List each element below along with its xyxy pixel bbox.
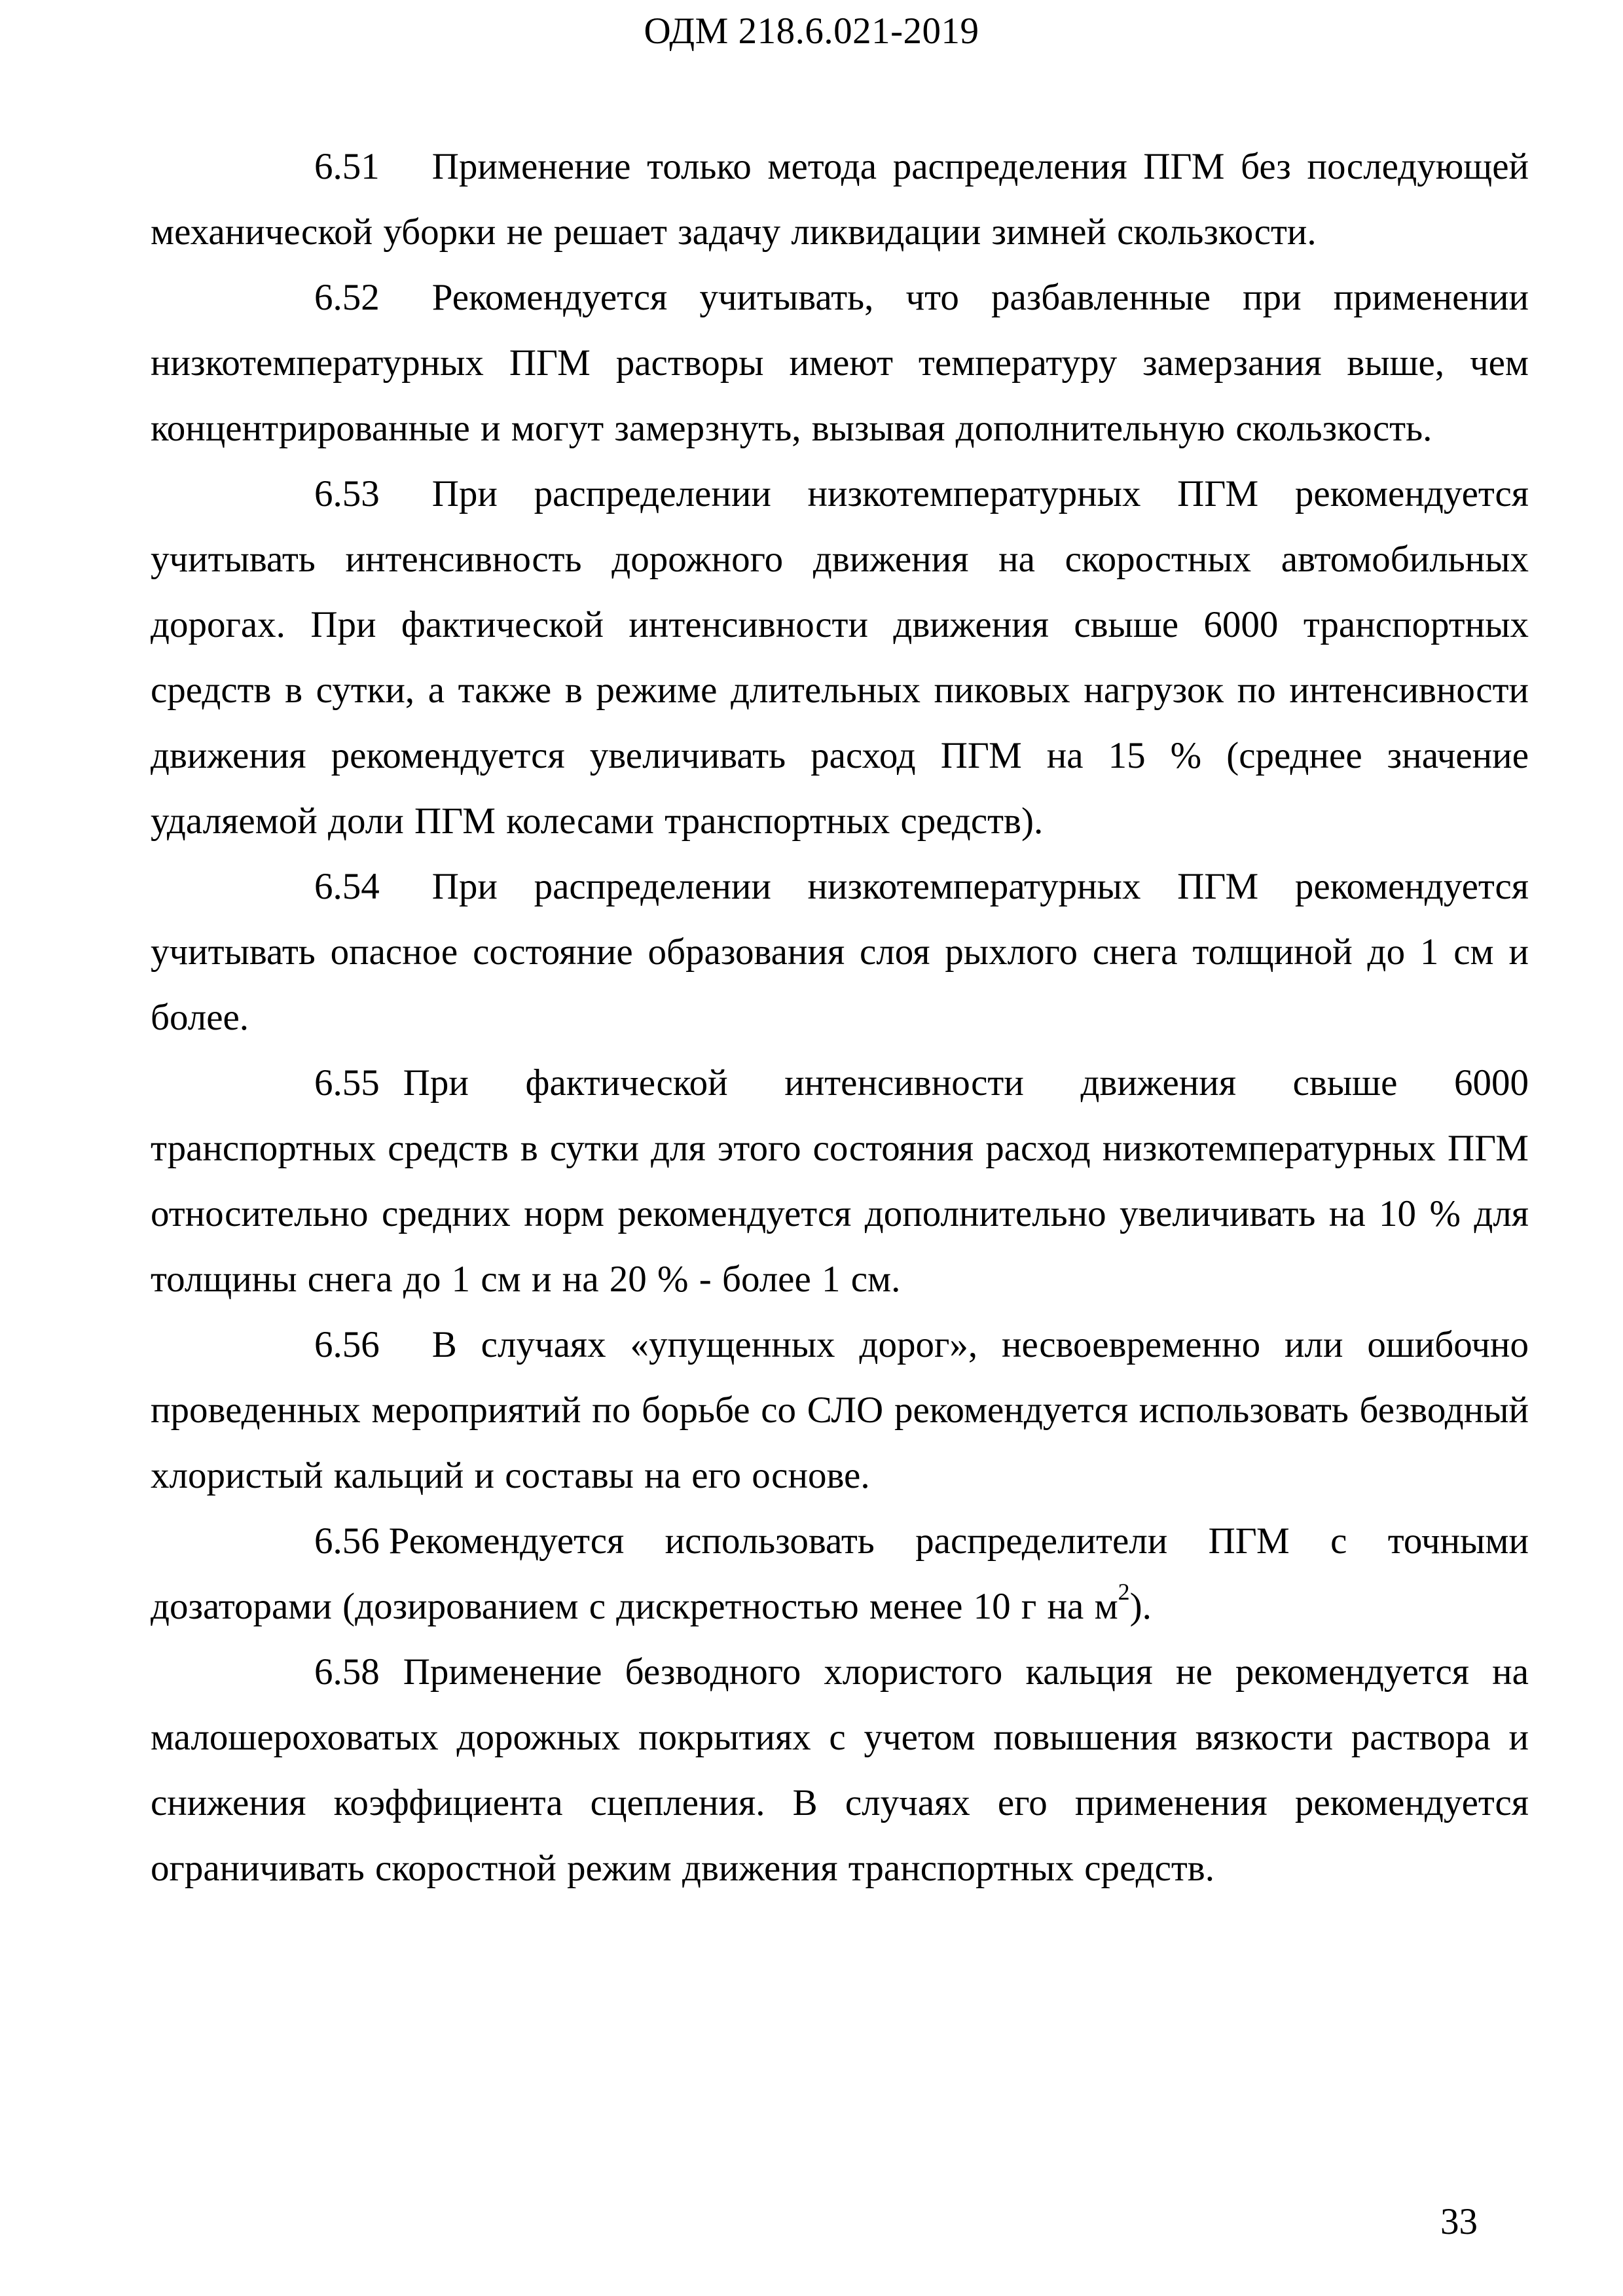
document-body: [151, 134, 1529, 1901]
paragraph-text: Рекомендуется использовать распределители ПГМ с точными дозаторами (дозированием с дискретностью менее 10 г на м: [151, 1520, 1529, 1627]
paragraph-text: При фактической интенсивности движения свыше 6000 транспортных средств в сутки для этого состояния расход низкотемпературных ПГМ относительно средних норм рекомендуется дополнительно увеличивать на 10 % для толщины снега до 1 см и на 20 % - более 1 см.: [151, 1062, 1529, 1300]
paragraph-number: 6.53: [314, 473, 380, 514]
paragraph-number: 6.55: [314, 1062, 380, 1103]
paragraph-number: 6.52: [314, 277, 380, 318]
paragraph-number: 6.54: [314, 866, 380, 907]
paragraph-6-58: [151, 1640, 1529, 1901]
page-number: 33: [1440, 2201, 1478, 2242]
superscript-exponent: 2: [1118, 1579, 1130, 1605]
paragraph-text: При распределении низкотемпературных ПГМ рекомендуется учитывать интенсивность дорожного движения на скоростных автомобильных дорогах. При фактической интенсивности движения свыше 6000 транспортных средств в сутки, а также в режиме длительных пиковых нагрузок по интенсивности движения рекомендуется увеличивать расход ПГМ на 15 % (среднее значение удаляемой доли ПГМ колесами транспортных средств).: [151, 473, 1529, 842]
paragraph-number: 6.58: [314, 1651, 380, 1693]
paragraph-text: В случаях «упущенных дорог», несвоевременно или ошибочно проведенных мероприятий по борьбе со СЛО рекомендуется использовать безводный хлористый кальций и составы на его основе.: [151, 1324, 1529, 1496]
paragraph-number: 6.56: [314, 1520, 380, 1562]
paragraph-text: При распределении низкотемпературных ПГМ рекомендуется учитывать опасное состояние образования слоя рыхлого снега толщиной до 1 см и более.: [151, 866, 1529, 1038]
paragraph-6-56-b: [151, 1509, 1529, 1640]
paragraph-number: 6.56: [314, 1324, 380, 1365]
paragraph-6-51: [151, 134, 1529, 265]
paragraph-text: Применение только метода распределения ПГМ без последующей механической уборки не решает задачу ликвидации зимней скользкости.: [151, 146, 1529, 253]
paragraph-6-56-a: [151, 1312, 1529, 1509]
document-code-header: ОДМ 218.6.021-2019: [644, 10, 979, 52]
paragraph-text: Применение безводного хлористого кальция не рекомендуется на малошероховатых дорожных покрытиях с учетом повышения вязкости раствора и снижения коэффициента сцепления. В случаях его применения рекомендуется ограничивать скоростной режим движения транспортных средств.: [151, 1651, 1529, 1889]
paragraph-text: Рекомендуется учитывать, что разбавленные при применении низкотемпературных ПГМ растворы имеют температуру замерзания выше, чем концентрированные и могут замерзнуть, вызывая дополнительную скользкость.: [151, 277, 1529, 449]
paragraph-6-52: [151, 265, 1529, 461]
paragraph-6-54: [151, 854, 1529, 1050]
paragraph-text-end: ).: [1129, 1586, 1152, 1627]
paragraph-6-55: [151, 1050, 1529, 1312]
paragraph-number: 6.51: [314, 146, 380, 187]
paragraph-6-53: [151, 461, 1529, 854]
